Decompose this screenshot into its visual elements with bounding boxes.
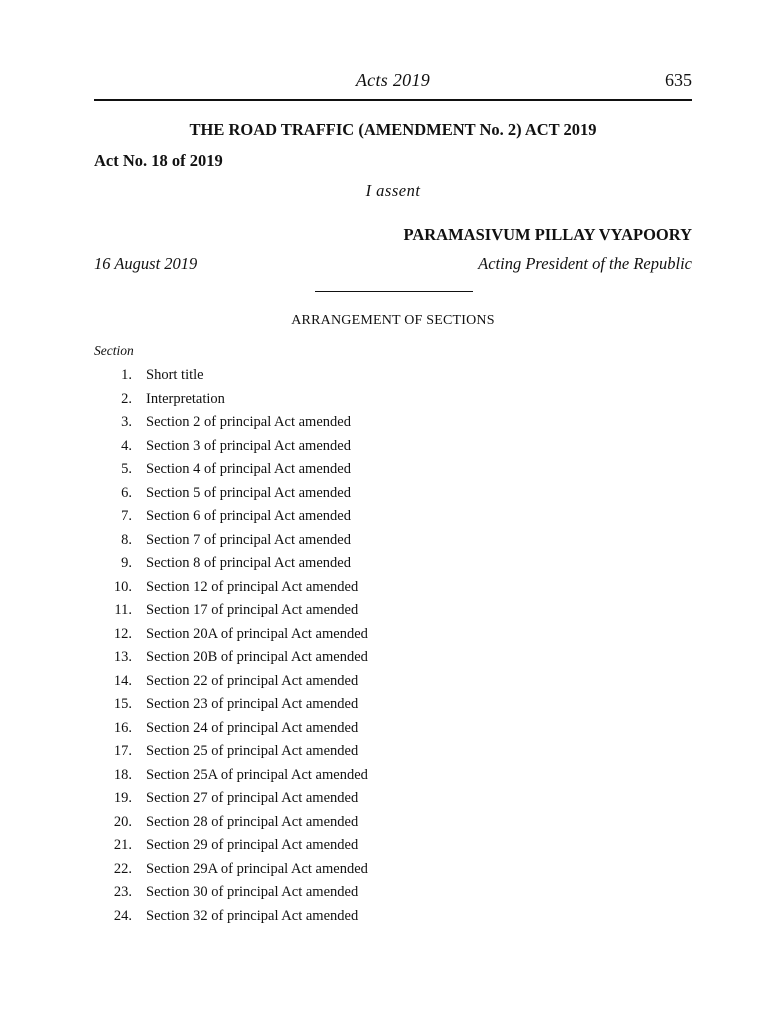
- section-title: Section 29 of principal Act amended: [146, 837, 359, 853]
- section-list-item: [94, 552, 368, 576]
- section-title: Section 6 of principal Act amended: [146, 508, 351, 524]
- president-name: PARAMASIVUM PILLAY VYAPOORY: [403, 225, 692, 244]
- section-number: 1.: [121, 367, 132, 383]
- section-number: 19.: [113, 790, 132, 806]
- section-list-item: [94, 717, 368, 741]
- section-list-item: [94, 740, 368, 764]
- section-title: Section 17 of principal Act amended: [146, 602, 359, 618]
- section-list-item: [94, 576, 368, 600]
- section-title: Section 2 of principal Act amended: [146, 414, 351, 430]
- section-title: Section 4 of principal Act amended: [146, 461, 351, 477]
- section-list-item: [94, 693, 368, 717]
- section-number: 11.: [114, 602, 132, 618]
- section-title: Section 25A of principal Act amended: [146, 766, 368, 783]
- section-list-item: [94, 458, 368, 482]
- assent-line: I assent: [365, 181, 421, 200]
- section-list-item: [94, 787, 368, 811]
- section-list-item: [94, 529, 368, 553]
- section-number: 20.: [113, 813, 132, 830]
- section-number: 4.: [121, 437, 132, 454]
- section-title: Interpretation: [146, 390, 225, 407]
- section-list-item: [94, 905, 368, 929]
- section-title: Section 5 of principal Act amended: [146, 484, 351, 501]
- assent-date: 16 August 2019: [94, 254, 198, 273]
- section-title: Section 12 of principal Act amended: [146, 578, 359, 595]
- section-number: 21.: [113, 837, 132, 853]
- section-list-item: [94, 364, 368, 388]
- section-list: [94, 364, 368, 928]
- section-number: 5.: [121, 461, 132, 477]
- section-title: Section 3 of principal Act amended: [146, 437, 351, 454]
- section-list-item: [94, 811, 368, 835]
- section-number: 12.: [113, 625, 132, 642]
- section-title: Section 32 of principal Act amended: [146, 907, 359, 924]
- section-title: Section 20A of principal Act amended: [146, 625, 368, 642]
- section-list-item: [94, 482, 368, 506]
- separator-rule: [315, 291, 473, 292]
- section-number: 7.: [121, 508, 132, 524]
- section-title: Section 28 of principal Act amended: [146, 813, 359, 830]
- header-rule: [94, 99, 692, 101]
- section-list-item: [94, 646, 368, 670]
- president-role: Acting President of the Republic: [478, 254, 692, 273]
- arrangement-heading: ARRANGEMENT OF SECTIONS: [291, 313, 495, 328]
- section-title: Section 27 of principal Act amended: [146, 790, 359, 806]
- section-title: Section 23 of principal Act amended: [146, 696, 359, 712]
- section-column-label: Section: [94, 343, 134, 358]
- section-number: 2.: [121, 390, 132, 407]
- section-title: Section 8 of principal Act amended: [146, 555, 351, 571]
- section-title: Section 30 of principal Act amended: [146, 884, 359, 900]
- section-number: 16.: [113, 719, 132, 736]
- section-list-item: [94, 435, 368, 459]
- section-list-item: [94, 623, 368, 647]
- section-number: 9.: [121, 555, 132, 571]
- section-number: 22.: [113, 860, 132, 877]
- section-number: 13.: [113, 649, 132, 665]
- section-number: 23.: [113, 884, 132, 900]
- section-number: 18.: [113, 766, 132, 783]
- section-number: 14.: [113, 672, 132, 689]
- section-number: 10.: [113, 578, 132, 595]
- section-number: 8.: [121, 531, 132, 548]
- section-number: 24.: [113, 907, 132, 924]
- section-list-item: [94, 670, 368, 694]
- page-number: 635: [665, 70, 692, 90]
- running-header: [94, 70, 692, 96]
- section-title: Section 7 of principal Act amended: [146, 531, 351, 548]
- section-list-item: [94, 599, 368, 623]
- section-list-item: [94, 388, 368, 412]
- act-number: Act No. 18 of 2019: [94, 151, 223, 170]
- section-title: Section 29A of principal Act amended: [146, 860, 368, 877]
- section-title: Section 25 of principal Act amended: [146, 743, 359, 759]
- section-number: 15.: [113, 696, 132, 712]
- section-title: Section 20B of principal Act amended: [146, 649, 368, 665]
- section-number: 3.: [121, 414, 132, 430]
- section-list-item: [94, 858, 368, 882]
- section-number: 17.: [113, 743, 132, 759]
- section-title: Section 22 of principal Act amended: [146, 672, 359, 689]
- running-title: Acts 2019: [355, 70, 431, 90]
- section-title: Short title: [146, 367, 204, 383]
- section-list-item: [94, 881, 368, 905]
- section-list-item: [94, 764, 368, 788]
- section-list-item: [94, 505, 368, 529]
- section-number: 6.: [121, 484, 132, 501]
- section-list-item: [94, 411, 368, 435]
- act-title: THE ROAD TRAFFIC (AMENDMENT No. 2) ACT 2019: [189, 120, 597, 139]
- section-title: Section 24 of principal Act amended: [146, 719, 359, 736]
- section-list-item: [94, 834, 368, 858]
